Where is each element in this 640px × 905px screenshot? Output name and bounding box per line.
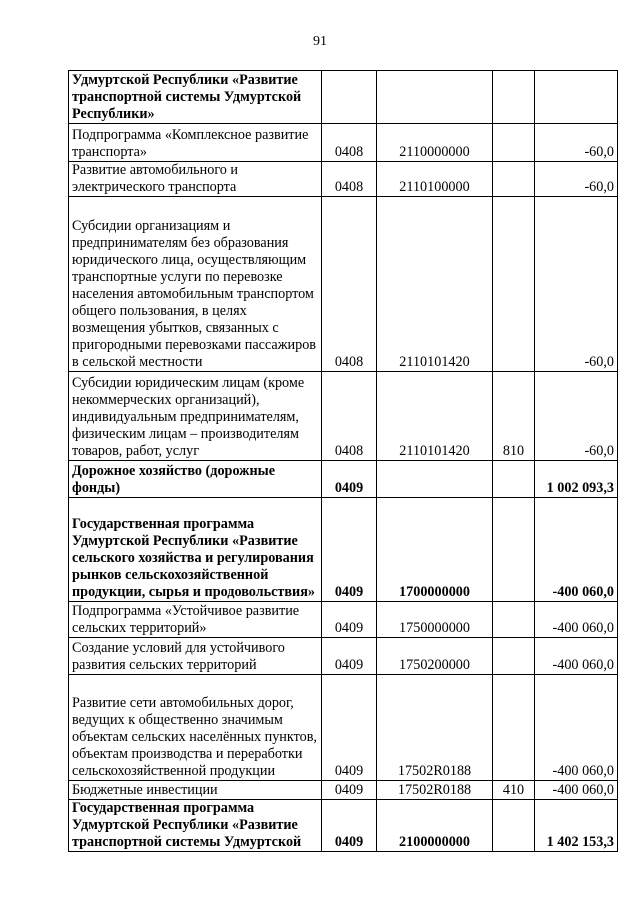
table-row — [69, 781, 618, 800]
row-expense-type — [493, 498, 535, 602]
row-name: Удмуртской Республики «Развитие транспортной системы Удмуртской Республики» — [69, 71, 322, 124]
row-name: Субсидии организациям и предпринимателям без образования юридического лица, осуществляющим транспортные услуги по перевозке населения автомобильным транспортом общего пользования, в целях возмещения убытков, связанных с пригородными перевозками пассажиров в сельской местности — [69, 197, 322, 372]
row-name: Подпрограмма «Устойчивое развитие сельских территорий» — [69, 602, 322, 638]
row-sum: -60,0 — [535, 372, 618, 461]
row-section: 0409 — [322, 638, 377, 675]
row-section: 0409 — [322, 461, 377, 498]
row-target-code: 17502R0188 — [377, 781, 493, 800]
table-row — [69, 372, 618, 461]
row-section: 0409 — [322, 781, 377, 800]
row-sum: -60,0 — [535, 124, 618, 162]
table-row — [69, 71, 618, 124]
page-number: 91 — [313, 34, 327, 49]
table-row — [69, 675, 618, 781]
row-section: 0409 — [322, 800, 377, 852]
budget-table — [68, 70, 618, 852]
row-target-code: 2110100000 — [377, 162, 493, 197]
table-row — [69, 800, 618, 852]
row-expense-type — [493, 71, 535, 124]
row-sum: -400 060,0 — [535, 638, 618, 675]
row-name: Подпрограмма «Комплексное развитие транспорта» — [69, 124, 322, 162]
row-expense-type — [493, 638, 535, 675]
row-sum: -60,0 — [535, 197, 618, 372]
table-row — [69, 638, 618, 675]
row-expense-type — [493, 461, 535, 498]
row-sum: -60,0 — [535, 162, 618, 197]
row-name: Субсидии юридическим лицам (кроме некоммерческих организаций), индивидуальным предпринимателям, физическим лицам – производителям товаров, работ, услуг — [69, 372, 322, 461]
table-row — [69, 162, 618, 197]
row-name: Дорожное хозяйство (дорожные фонды) — [69, 461, 322, 498]
row-section: 0408 — [322, 162, 377, 197]
row-sum: 1 002 093,3 — [535, 461, 618, 498]
row-target-code: 1700000000 — [377, 498, 493, 602]
row-target-code: 2100000000 — [377, 800, 493, 852]
table-row — [69, 197, 618, 372]
row-sum: -400 060,0 — [535, 602, 618, 638]
row-section: 0408 — [322, 124, 377, 162]
row-expense-type — [493, 675, 535, 781]
row-target-code: 17502R0188 — [377, 675, 493, 781]
row-name: Государственная программа Удмуртской Республики «Развитие транспортной системы Удмуртской — [69, 800, 322, 852]
row-expense-type — [493, 197, 535, 372]
row-target-code: 1750200000 — [377, 638, 493, 675]
row-section: 0409 — [322, 675, 377, 781]
table-row — [69, 124, 618, 162]
row-expense-type — [493, 800, 535, 852]
row-name: Государственная программа Удмуртской Республики «Развитие сельского хозяйства и регулирования рынков сельскохозяйственной продукции, сырья и продовольствия» — [69, 498, 322, 602]
table-row — [69, 498, 618, 602]
row-expense-type: 410 — [493, 781, 535, 800]
row-section: 0408 — [322, 197, 377, 372]
budget-table-body — [69, 71, 618, 852]
row-target-code — [377, 71, 493, 124]
row-sum — [535, 71, 618, 124]
row-sum: -400 060,0 — [535, 675, 618, 781]
row-expense-type — [493, 162, 535, 197]
row-section: 0409 — [322, 498, 377, 602]
row-sum: -400 060,0 — [535, 781, 618, 800]
row-name: Бюджетные инвестиции — [69, 781, 322, 800]
table-row — [69, 461, 618, 498]
row-section: 0409 — [322, 602, 377, 638]
row-target-code: 2110101420 — [377, 372, 493, 461]
row-target-code: 1750000000 — [377, 602, 493, 638]
row-expense-type: 810 — [493, 372, 535, 461]
row-target-code: 2110000000 — [377, 124, 493, 162]
row-name: Развитие автомобильного и электрического транспорта — [69, 162, 322, 197]
row-name: Развитие сети автомобильных дорог, ведущих к общественно значимым объектам сельских населённых пунктов, объектам производства и переработки сельскохозяйственной продукции — [69, 675, 322, 781]
row-name: Создание условий для устойчивого развития сельских территорий — [69, 638, 322, 675]
row-section: 0408 — [322, 372, 377, 461]
row-target-code: 2110101420 — [377, 197, 493, 372]
row-section — [322, 71, 377, 124]
row-target-code — [377, 461, 493, 498]
row-expense-type — [493, 602, 535, 638]
row-sum: 1 402 153,3 — [535, 800, 618, 852]
table-row — [69, 602, 618, 638]
row-expense-type — [493, 124, 535, 162]
row-sum: -400 060,0 — [535, 498, 618, 602]
